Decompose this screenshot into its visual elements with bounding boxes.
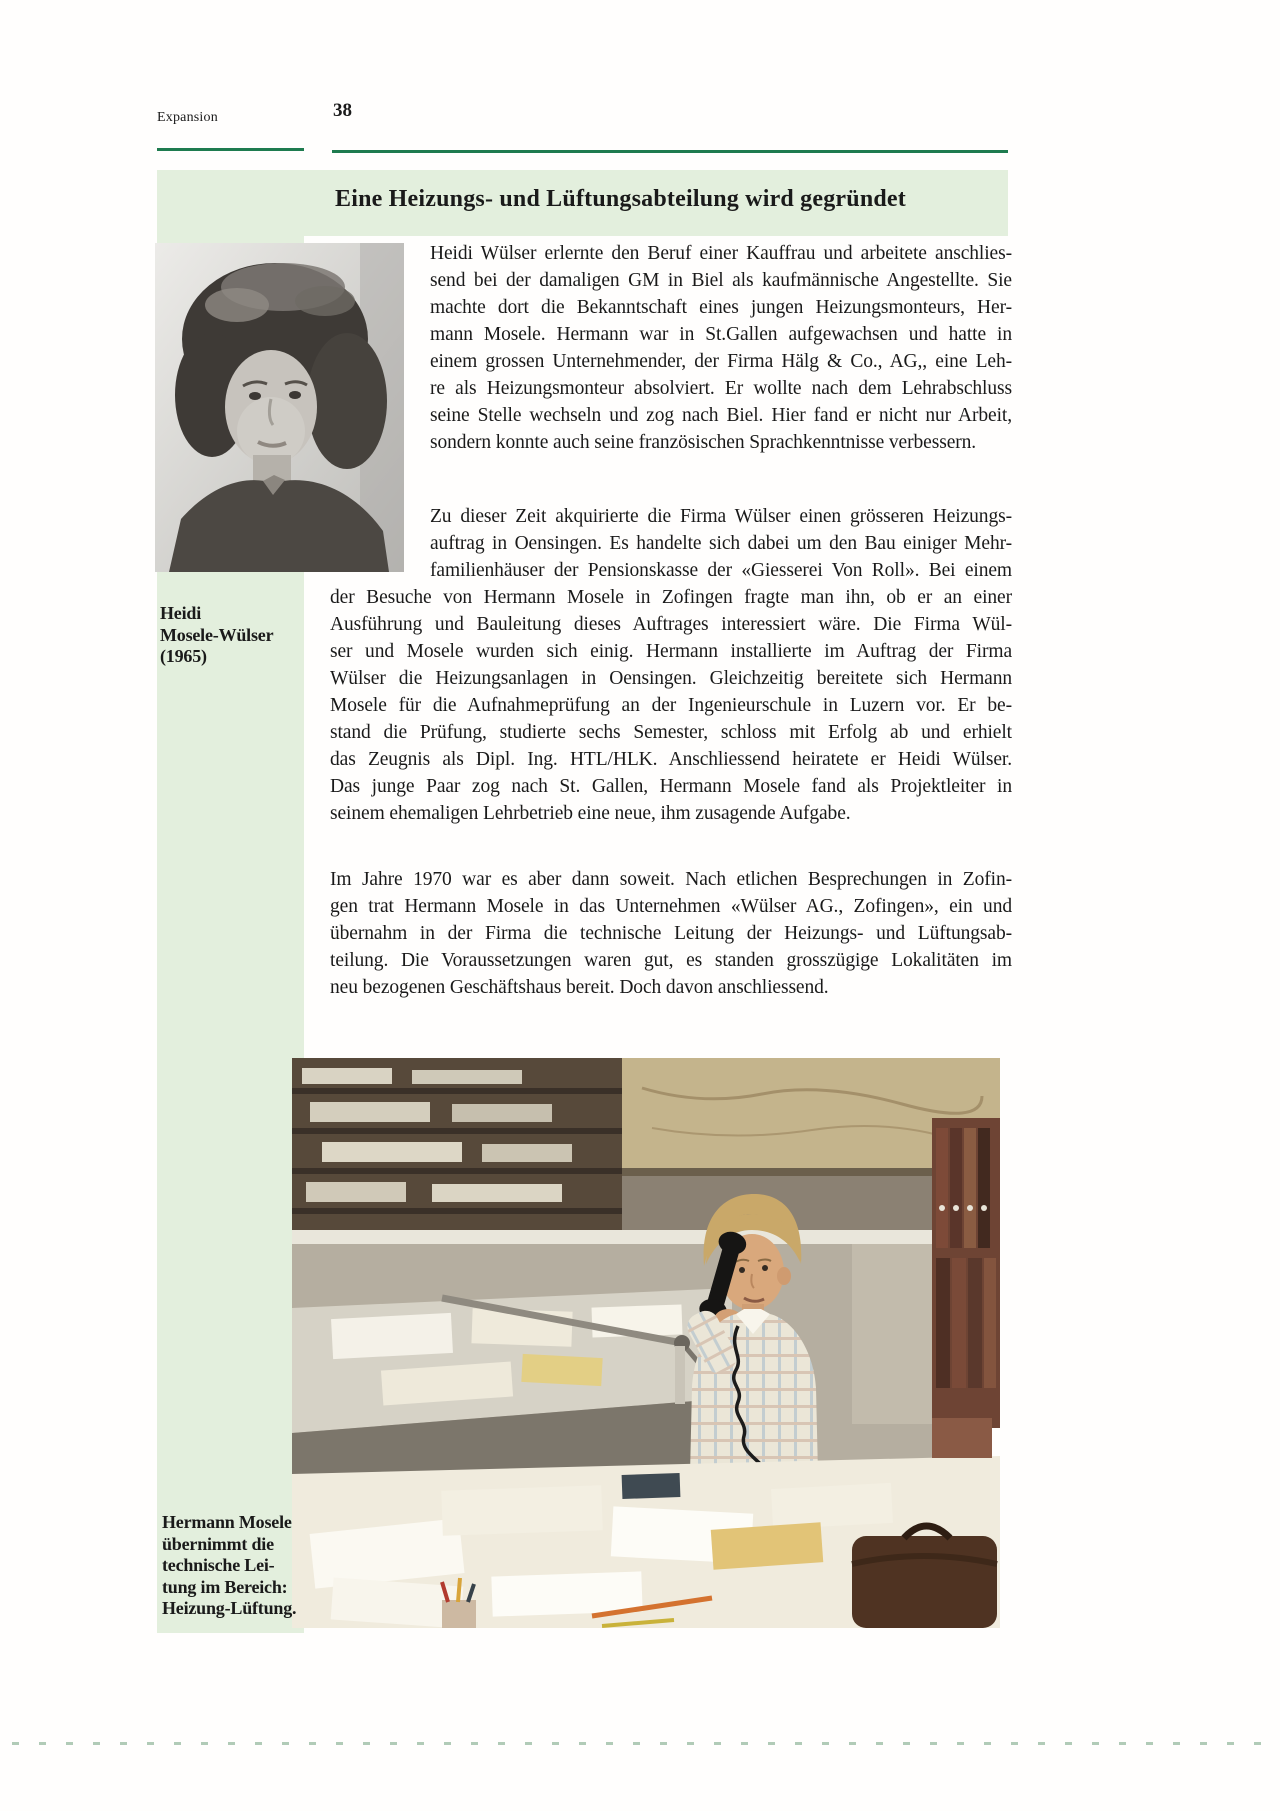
body-text-line: übernahm in der Firma die technische Leitung der Heizungs- und Lüftungsab- <box>330 923 1012 944</box>
caption-line: Heidi <box>160 603 202 623</box>
caption-line: technische Lei- <box>162 1555 275 1575</box>
body-text-line: teilung. Die Voraussetzungen waren gut, es standen grosszügige Lokalitäten im <box>330 950 1012 971</box>
photo-caption-heidi <box>160 603 310 668</box>
body-text-line: gen trat Hermann Mosele in das Unternehmen «Wülser AG., Zofingen», ein und <box>330 896 1012 917</box>
body-text-line: Das junge Paar zog nach St. Gallen, Hermann Mosele fand als Projektleiter in <box>330 776 1012 797</box>
caption-line: (1965) <box>160 646 207 666</box>
body-text-line: machte dort die Bekanntschaft eines jungen Heizungsmonteurs, Her- <box>430 297 1012 318</box>
body-text-line: Mosele für die Aufnahmeprüfung an der Ingenieurschule in Luzern vor. Er be- <box>330 695 1012 716</box>
page-number: 38 <box>333 100 352 121</box>
caption-line: tung im Bereich: <box>162 1576 288 1597</box>
body-text-line: Wülser die Heizungsanlagen in Oensingen. Gleichzeitig bereitete sich Hermann <box>330 668 1012 689</box>
body-text-line: mann Mosele. Hermann war in St.Gallen aufgewachsen und hatte in <box>430 324 1012 345</box>
caption-line: Hermann Mosele <box>162 1512 292 1532</box>
chapter-title: Eine Heizungs- und Lüftungsabteilung wird gegründet <box>335 186 906 212</box>
body-text-line: auftrag in Oensingen. Es handelte sich dabei um den Bau einiger Mehr- <box>430 533 1012 554</box>
body-text-line: seinem ehemaligen Lehrbetrieb eine neue, ihm zusagende Aufgabe. <box>330 803 851 824</box>
hermann-office-illustration <box>292 1058 1000 1628</box>
paragraph-2-full-width <box>330 584 1012 827</box>
paragraph-2-indented <box>430 503 1012 584</box>
body-text-line: ser und Mosele wurden sich einig. Hermann installierte im Auftrag der Firma <box>330 641 1012 662</box>
caption-line: Heizung-Lüftung. <box>162 1598 297 1618</box>
body-text-line: re als Heizungsmonteur absolviert. Er wollte nach dem Lehrabschluss <box>430 378 1012 399</box>
caption-line: übernimmt die <box>162 1533 274 1554</box>
body-text-line: das Zeugnis als Dipl. Ing. HTL/HLK. Anschliessend heiratete er Heidi Wülser. <box>330 749 1012 770</box>
body-text-line: einem grossen Unternehmender, der Firma Hälg & Co., AG,, eine Leh- <box>430 351 1012 372</box>
portrait-photo <box>155 243 404 572</box>
office-photo <box>292 1058 1000 1628</box>
header-rule-left <box>157 148 304 151</box>
body-text-line: neu bezogenen Geschäftshaus bereit. Doch davon anschliessend. <box>330 977 829 998</box>
paragraph-1 <box>430 240 1012 456</box>
footer-dashed-rule <box>12 1742 1268 1745</box>
body-text-line: stand die Prüfung, studierte sechs Semester, schloss mit Erfolg ab und erhielt <box>330 722 1012 743</box>
body-text-line: seine Stelle wechseln und zog nach Biel. Hier fand er nicht nur Arbeit, <box>430 405 1012 426</box>
body-text-line: Zu dieser Zeit akquirierte die Firma Wülser einen grösseren Heizungs- <box>430 506 1012 527</box>
body-text-line: Ausführung und Bauleitung dieses Auftrages interessiert wäre. Die Firma Wül- <box>330 614 1012 635</box>
body-text-line: familienhäuser der Pensionskasse der «Giesserei Von Roll». Bei einem <box>430 560 1012 581</box>
body-text-line: der Besuche von Hermann Mosele in Zofingen fragte man ihn, ob er an einer <box>330 587 1012 608</box>
caption-line: Mosele-Wülser <box>160 624 274 645</box>
body-text-line: send bei der damaligen GM in Biel als kaufmännische Angestellte. Sie <box>430 270 1012 291</box>
body-text-line: Im Jahre 1970 war es aber dann soweit. Nach etlichen Besprechungen in Zofin- <box>330 869 1012 890</box>
heidi-portrait-illustration <box>155 243 404 572</box>
paragraph-3 <box>330 866 1012 1001</box>
body-text-line: sondern konnte auch seine französischen Sprachkenntnisse verbessern. <box>430 432 977 453</box>
photo-caption-hermann <box>162 1512 312 1620</box>
body-text-line: Heidi Wülser erlernte den Beruf einer Kauffrau und arbeitete anschlies- <box>430 243 1012 264</box>
header-rule-right <box>332 150 1008 153</box>
header-section-label: Expansion <box>157 110 218 125</box>
